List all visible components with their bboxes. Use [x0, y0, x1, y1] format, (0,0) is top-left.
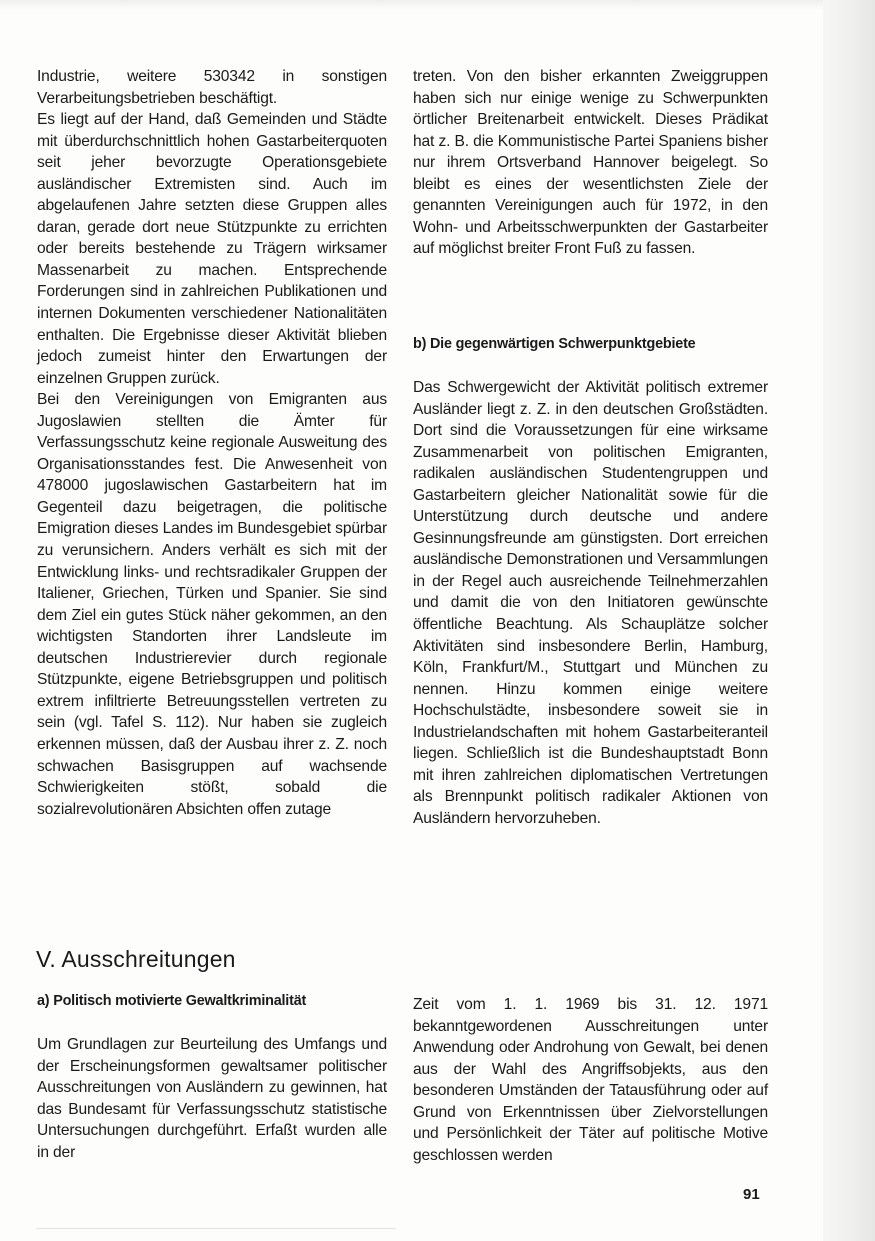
page-number: 91	[743, 1186, 760, 1203]
bottom-divider	[36, 1228, 396, 1229]
right-column-continued	[413, 377, 768, 829]
paragraph: Es liegt auf der Hand, daß Gemeinden und Städte mit überdurchschnittlich hohen Gastarbeiterquoten seit jeher bevorzugte Operationsgebiete ausländischer Extremisten sind. Auch im abgelaufenen Jahre setzten diese Gruppen alles daran, gerade dort neue Stützpunkte zu errichten oder bereits bestehende zu Trägern wirksamer Massenarbeit zu machen. Entsprechende Forderungen sind in zahlreichen Publikationen und internen Dokumenten verschiedener Nationalitäten enthalten. Die Ergebnisse dieser Aktivität blieben jedoch zumeist hinter den Erwartungen der einzelnen Gruppen zurück.	[37, 111, 387, 387]
paragraph: Bei den Vereinigungen von Emigranten aus Jugoslawien stellten die Ämter für Verfassungsschutz keine regionale Ausweitung des Organisationsstandes fest. Die Anwesenheit von 478000 jugoslawischen Gastarbeitern hat im Gegenteil dazu beigetragen, die politische Emigration dieses Landes im Bundesgebiet spürbar zu verunsichern. Anders verhält es sich mit der Entwicklung links- und rechtsradikaler Gruppen der Italiener, Griechen, Türken und Spanier. Sie sind dem Ziel ein gutes Stück näher gekommen, an den wichtigsten Standorten ihrer Landsleute im deutschen Industrierevier durch regionale Stützpunkte, eigene Betriebsgruppen und politisch extrem infiltrierte Betreuungsstellen vertreten zu sein (vgl. Tafel S. 112). Nur haben sie zugleich erkennen müssen, daß der Ausbau ihrer z. Z. noch schwachen Basisgruppen auf wachsende Schwierigkeiten stößt, sobald die sozialrevolutionären Absichten offen zutage	[37, 391, 387, 818]
subheading-schwerpunktgebiete: b) Die gegenwärtigen Schwerpunktgebiete	[413, 336, 696, 352]
subheading-gewaltkriminalitaet: a) Politisch motivierte Gewaltkriminalität	[37, 993, 307, 1009]
bottom-left-column	[37, 1034, 387, 1163]
paragraph: Industrie, weitere 530342 in sonstigen Verarbeitungsbetrieben beschäftigt.	[37, 68, 387, 107]
scan-shadow-right	[823, 0, 875, 1241]
top-left-column	[37, 66, 387, 820]
paragraph: Um Grundlagen zur Beurteilung des Umfangs und der Erscheinungsformen gewaltsamer politischer Ausschreitungen von Ausländern zu gewinnen, hat das Bundesamt für Verfassungsschutz statistische Untersuchungen durchgeführt. Erfaßt wurden alle in der	[37, 1036, 387, 1161]
section-title: V. Ausschreitungen	[36, 946, 236, 972]
paragraph: Zeit vom 1. 1. 1969 bis 31. 12. 1971 bekanntgewordenen Ausschreitungen unter Anwendung oder Androhung von Gewalt, bei denen aus der Wahl des Angriffsobjekts, aus den besonderen Umständen der Tatausführung oder auf Grund von Erkenntnissen über Zielvorstellungen und Persönlichkeit der Täter auf politische Motive geschlossen werden	[413, 996, 768, 1164]
scan-shadow-top	[0, 0, 875, 10]
top-right-column	[413, 66, 768, 260]
bottom-right-column	[413, 994, 768, 1166]
paragraph: Das Schwergewicht der Aktivität politisch extremer Ausländer liegt z. Z. in den deutschen Großstädten. Dort sind die Voraussetzungen für eine wirksame Zusammenarbeit von politischen Emigranten, radikalen ausländischen Studentengruppen und Gastarbeitern gleicher Nationalität sowie für die Unterstützung durch deutsche und andere Gesinnungsfreunde am günstigsten. Dort erreichen ausländische Demonstrationen und Versammlungen in der Regel auch ausreichende Teilnehmerzahlen und damit die von den Initiatoren gewünschte öffentliche Beachtung. Als Schauplätze solcher Aktivitäten sind insbesondere Berlin, Hamburg, Köln, Frankfurt/M., Stuttgart und München zu nennen. Hinzu kommen einige weitere Hochschulstädte, insbesondere soweit sie in Industrielandschaften mit hohem Gastarbeiteranteil liegen. Schließlich ist die Bundeshauptstadt Bonn mit ihren zahlreichen diplomatischen Vertretungen als Brennpunkt politisch radikaler Aktionen von Ausländern hervorzuheben.	[413, 379, 768, 827]
paragraph: treten. Von den bisher erkannten Zweiggruppen haben sich nur einige wenige zu Schwerpunkten örtlicher Breitenarbeit entwickelt. Dieses Prädikat hat z. B. die Kommunistische Partei Spaniens bisher nur ihrem Ortsverband Hannover beigelegt. So bleibt es eines der wesentlichsten Ziele der genannten Vereinigungen auch für 1972, in den Wohn- und Arbeitsschwerpunkten der Gastarbeiter auf möglichst breiter Front Fuß zu fassen.	[413, 68, 768, 258]
